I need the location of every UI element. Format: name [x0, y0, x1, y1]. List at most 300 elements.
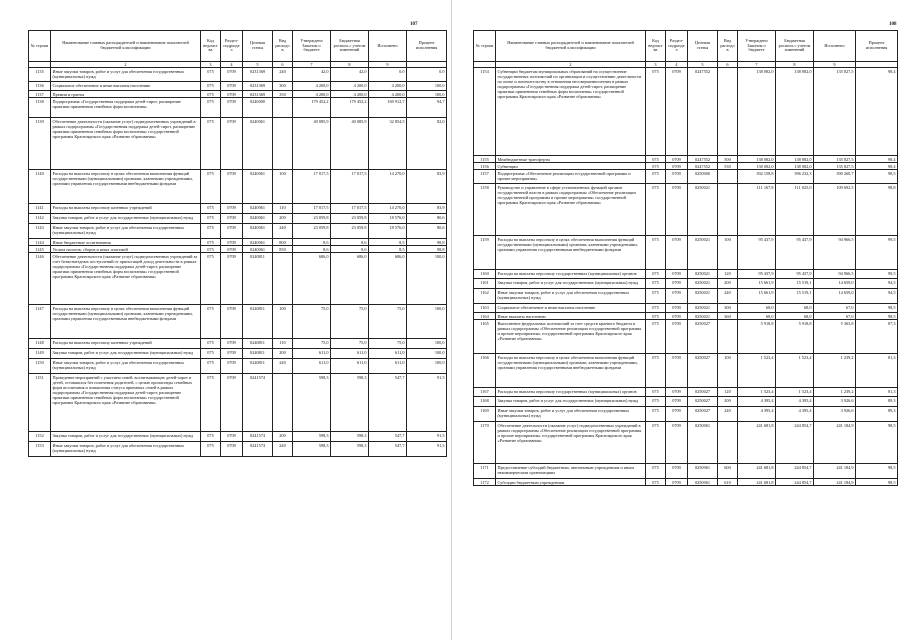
section-code: 0709 — [221, 305, 243, 339]
left-page — [0, 0, 452, 640]
execution-percent: 98,5 — [856, 170, 898, 184]
column-number: 8 — [776, 62, 814, 68]
expense-type: 200 — [718, 397, 738, 407]
expense-type — [718, 68, 738, 156]
executed-amount: 94 966,5 — [814, 270, 856, 279]
row-number: 1145 — [29, 246, 51, 253]
row-number: 1164 — [474, 313, 496, 320]
target-article: 0250021 — [688, 184, 718, 236]
executed-amount: 94 966,5 — [814, 236, 856, 270]
budget-amount: 111 025,0 — [776, 184, 814, 236]
row-name: Расходы на выплаты персоналу в целях обеспечения выполнения функций государственными (муниципальными) органами, казенными учреждениями, органами управления государственными внебюджетными фондами — [496, 236, 646, 270]
expense-type: 120 — [718, 270, 738, 279]
table-row — [474, 270, 898, 279]
execution-percent: 80,6 — [407, 214, 447, 224]
target-article: 0240811 — [243, 339, 273, 349]
table-row — [474, 170, 898, 184]
row-number: 1165 — [474, 320, 496, 354]
execution-percent: 82,0 — [407, 118, 447, 170]
section-code: 0709 — [666, 464, 688, 479]
row-number: 1142 — [29, 214, 51, 224]
target-article: 0250027 — [688, 407, 718, 422]
approved-amount: 138 082,0 — [738, 156, 776, 163]
dept-code: 075 — [201, 170, 221, 204]
executed-amount: 14 270,0 — [369, 170, 407, 204]
column-header: Исполнено — [814, 31, 856, 62]
approved-amount: 241 681,8 — [738, 464, 776, 479]
row-number: 1137 — [29, 91, 51, 98]
section-code: 0709 — [666, 479, 688, 486]
dept-code: 075 — [201, 339, 221, 349]
approved-amount: 611,0 — [293, 359, 331, 374]
target-article: 0241574 — [243, 374, 273, 432]
execution-percent: 98,5 — [856, 464, 898, 479]
section-code: 0709 — [221, 359, 243, 374]
target-article: 0241574 — [243, 432, 273, 442]
table-row — [474, 304, 898, 313]
executed-amount: 109 692,5 — [814, 184, 856, 236]
table-row — [29, 246, 447, 253]
row-number: 1166 — [474, 354, 496, 388]
column-header: Целевая статья — [688, 31, 718, 62]
approved-amount: 15 661,9 — [738, 279, 776, 289]
dept-code: 075 — [201, 239, 221, 246]
execution-percent: 99,5 — [856, 270, 898, 279]
execution-percent: 98,4 — [856, 163, 898, 170]
executed-amount: 135 827,5 — [814, 68, 856, 156]
row-number: 1151 — [29, 374, 51, 432]
executed-amount: 14 659,0 — [814, 289, 856, 304]
dept-code: 075 — [201, 442, 221, 457]
budget-amount: 4 200,0 — [331, 91, 369, 98]
dept-code: 075 — [201, 359, 221, 374]
target-article: 0240811 — [243, 253, 273, 305]
target-article: 0250027 — [688, 397, 718, 407]
execution-percent: 94,5 — [856, 289, 898, 304]
column-header: Раздел-подраздел — [666, 31, 688, 62]
row-number: 1162 — [474, 289, 496, 304]
approved-amount: 598,3 — [293, 374, 331, 432]
target-article: 0250027 — [688, 320, 718, 354]
row-name: Предоставление субсидий бюджетным, автономным учреждениям и иным некоммерческим организациям — [496, 464, 646, 479]
target-article: 0240061 — [243, 170, 273, 204]
section-code: 0709 — [666, 170, 688, 184]
approved-amount: 138 082,0 — [738, 163, 776, 170]
row-name: Субвенции — [496, 163, 646, 170]
page-number: 107 — [410, 22, 418, 27]
row-name: Иные закупки товаров, работ и услуг для обеспечения государственных (муниципальных) нужд — [496, 407, 646, 422]
approved-amount: 1 523,4 — [738, 388, 776, 397]
budget-amount: 1 523,4 — [776, 354, 814, 388]
executed-amount: 390 260,7 — [814, 170, 856, 184]
section-code: 0709 — [666, 407, 688, 422]
table-row — [29, 68, 447, 82]
row-name: Субвенции бюджетам муниципальных образований на осуществление государственных полномочий по организации и осуществлению деятельности по опеке и попечительству в отношении несовершеннолетних в рамках подпрограммы «Государственная поддержка детей-сирот, расширение практики применения семейных форм воспитания» государственной программы Красноярского края «Развитие образования» — [496, 68, 646, 156]
column-number: 4 — [666, 62, 688, 68]
expense-type: 200 — [718, 279, 738, 289]
target-article: 0250021 — [688, 313, 718, 320]
row-name: Закупка товаров, работ и услуг для государственных (муниципальных) нужд — [51, 214, 201, 224]
section-code: 0709 — [221, 246, 243, 253]
target-article: 0240811 — [243, 359, 273, 374]
approved-amount: 95 437,9 — [738, 270, 776, 279]
row-number: 1139 — [29, 118, 51, 170]
table-header-row — [29, 31, 447, 62]
table-row — [474, 68, 898, 156]
approved-amount: 392 158,8 — [738, 170, 776, 184]
table-row — [29, 349, 447, 359]
approved-amount: 241 681,8 — [738, 479, 776, 486]
dept-code: 075 — [201, 68, 221, 82]
row-name: Расходы на выплаты персоналу государственных (муниципальных) органов — [496, 270, 646, 279]
section-code: 0709 — [666, 422, 688, 464]
table-row — [474, 313, 898, 320]
row-number: 1138 — [29, 98, 51, 118]
column-number: 9 — [814, 62, 856, 68]
execution-percent: 81,3 — [856, 388, 898, 397]
section-code: 0709 — [221, 82, 243, 91]
expense-type: 300 — [273, 82, 293, 91]
column-header: Исполнено — [369, 31, 407, 62]
row-name: Закупка товаров, работ и услуг для государственных (муниципальных) нужд — [496, 279, 646, 289]
dept-code: 075 — [646, 236, 666, 270]
budget-amount: 42,0 — [331, 68, 369, 82]
page-number: 108 — [889, 22, 897, 27]
expense-type: 850 — [273, 246, 293, 253]
executed-amount: 1 239,2 — [814, 354, 856, 388]
execution-percent: 81,3 — [856, 354, 898, 388]
approved-amount: 8,6 — [293, 246, 331, 253]
section-code: 0709 — [666, 388, 688, 397]
row-name: Иные закупки товаров, работ и услуг для обеспечения государственных (муниципальных) нужд — [51, 224, 201, 239]
expense-type: 600 — [718, 464, 738, 479]
section-code: 0709 — [221, 253, 243, 305]
row-number: 1156 — [474, 163, 496, 170]
column-number: 8 — [331, 62, 369, 68]
column-header: Процент исполнения — [407, 31, 447, 62]
expense-type: 100 — [273, 170, 293, 204]
expense-type: 240 — [718, 407, 738, 422]
column-header: Вид расходов — [718, 31, 738, 62]
budget-amount: 23 059,8 — [331, 224, 369, 239]
row-name: Иные закупки товаров, работ и услуг для обеспечения государственных (муниципальных) нужд — [51, 359, 201, 374]
row-number: 1148 — [29, 339, 51, 349]
row-number: 1169 — [474, 407, 496, 422]
budget-amount: 138 082,0 — [776, 68, 814, 156]
approved-amount: 8,6 — [293, 239, 331, 246]
target-article: 0240061 — [243, 214, 273, 224]
budget-amount: 179 452,2 — [331, 98, 369, 118]
dept-code: 075 — [646, 354, 666, 388]
execution-percent: 91,5 — [407, 374, 447, 432]
execution-percent: 98,4 — [856, 68, 898, 156]
execution-percent: 99,5 — [856, 236, 898, 270]
column-number: 5 — [243, 62, 273, 68]
executed-amount: 67,0 — [814, 304, 856, 313]
execution-percent: 100,0 — [407, 253, 447, 305]
dept-code: 075 — [646, 320, 666, 354]
target-article: 0250021 — [688, 289, 718, 304]
expense-type: 500 — [718, 156, 738, 163]
table-row — [29, 224, 447, 239]
table-row — [29, 170, 447, 204]
approved-amount: 4 395,4 — [738, 397, 776, 407]
table-row — [29, 253, 447, 305]
table-row — [474, 388, 898, 397]
row-name: Субсидии бюджетным учреждениям — [496, 479, 646, 486]
execution-percent: 89,3 — [856, 407, 898, 422]
budget-amount: 5 918,8 — [776, 320, 814, 354]
column-header: Утверждено Законом о бюджете — [293, 31, 331, 62]
expense-type: 110 — [273, 339, 293, 349]
approved-amount: 23 059,8 — [293, 224, 331, 239]
dept-code: 075 — [646, 270, 666, 279]
expense-type: 100 — [718, 236, 738, 270]
execution-percent: 80,6 — [407, 224, 447, 239]
row-name: Иные выплаты населению — [496, 313, 646, 320]
execution-percent: 91,5 — [407, 442, 447, 457]
table-row — [29, 91, 447, 98]
approved-amount: 40 085,9 — [293, 118, 331, 170]
executed-amount: 8,5 — [369, 246, 407, 253]
execution-percent: 83,9 — [407, 170, 447, 204]
budget-amount: 396 232,3 — [776, 170, 814, 184]
execution-percent: 98,5 — [856, 304, 898, 313]
expense-type — [718, 422, 738, 464]
row-name: Выполнение федеральных полномочий за счет средств краевого бюджета в рамках подпрограммы «Обеспечение реализации государственной программы и прочие мероприятия» государственной программы Красноярского края «Развитие образования» — [496, 320, 646, 354]
dept-code: 075 — [201, 253, 221, 305]
target-article: 0240811 — [243, 349, 273, 359]
expense-type: 200 — [273, 214, 293, 224]
table-row — [29, 432, 447, 442]
execution-percent: 83,9 — [407, 204, 447, 214]
expense-type — [718, 184, 738, 236]
dept-code: 075 — [201, 118, 221, 170]
approved-amount: 4 200,0 — [293, 82, 331, 91]
column-header: Вид расходов — [273, 31, 293, 62]
execution-percent: 0,0 — [407, 68, 447, 82]
column-number: 6 — [718, 62, 738, 68]
row-number: 1140 — [29, 170, 51, 204]
table-row — [474, 479, 898, 486]
budget-amount: 8,6 — [331, 239, 369, 246]
dept-code: 075 — [646, 407, 666, 422]
dept-code: 075 — [646, 388, 666, 397]
row-number: 1172 — [474, 479, 496, 486]
execution-percent: 100,0 — [407, 339, 447, 349]
execution-percent: 100,0 — [407, 82, 447, 91]
row-number: 1168 — [474, 397, 496, 407]
row-number: 1152 — [29, 432, 51, 442]
executed-amount: 547,7 — [369, 432, 407, 442]
executed-amount: 241 184,9 — [814, 422, 856, 464]
budget-amount: 17 017,5 — [331, 204, 369, 214]
row-number: 1171 — [474, 464, 496, 479]
target-article: 0250027 — [688, 388, 718, 397]
target-article: 0247552 — [688, 163, 718, 170]
executed-amount: 241 184,9 — [814, 464, 856, 479]
column-number: 7 — [293, 62, 331, 68]
executed-amount: 32 854,5 — [369, 118, 407, 170]
table-header-row — [474, 31, 898, 62]
budget-amount: 611,0 — [331, 359, 369, 374]
section-code: 0709 — [221, 98, 243, 118]
table-row — [474, 407, 898, 422]
executed-amount: 169 912,7 — [369, 98, 407, 118]
target-article: 0240061 — [243, 239, 273, 246]
dept-code: 075 — [646, 184, 666, 236]
approved-amount: 75,0 — [293, 339, 331, 349]
section-code: 0709 — [221, 118, 243, 170]
execution-percent: 98,8 — [856, 184, 898, 236]
execution-percent: 98,8 — [407, 246, 447, 253]
dept-code: 075 — [201, 204, 221, 214]
table-row — [474, 289, 898, 304]
section-code: 0709 — [666, 397, 688, 407]
table-row — [29, 118, 447, 170]
execution-percent: 89,3 — [856, 397, 898, 407]
section-code: 0709 — [666, 279, 688, 289]
table-row — [29, 359, 447, 374]
expense-type — [273, 118, 293, 170]
expense-type: 240 — [273, 359, 293, 374]
row-name: Премии и гранты — [51, 91, 201, 98]
budget-amount: 138 082,0 — [776, 163, 814, 170]
budget-amount: 15 519,1 — [776, 289, 814, 304]
row-name: Иные закупки товаров, работ и услуг для обеспечения государственных (муниципальных) нужд — [51, 442, 201, 457]
executed-amount: 3 926,6 — [814, 397, 856, 407]
row-name: Социальное обеспечение и иные выплаты населению — [51, 82, 201, 91]
executed-amount: 14 659,0 — [814, 279, 856, 289]
expense-type: 240 — [718, 289, 738, 304]
row-name: Расходы на выплаты персоналу в целях обеспечения выполнения функций государственными (муниципальными) органами, казенными учреждениями, органами управления государственными внебюджетными фондами — [51, 305, 201, 339]
execution-percent: 98,4 — [856, 156, 898, 163]
dept-code: 075 — [201, 214, 221, 224]
row-name: Руководство и управление в сфере установленных функций органов государственной власти в рамках подпрограммы «Обеспечение реализации государственной программы и прочие мероприятия» государственной программы Красноярского края «Развитие образования» — [496, 184, 646, 236]
row-name: Иные закупки товаров, работ и услуг для обеспечения государственных (муниципальных) нужд — [496, 289, 646, 304]
approved-amount: 4 200,0 — [293, 91, 331, 98]
budget-amount: 75,0 — [331, 339, 369, 349]
table-row — [29, 214, 447, 224]
target-article: 0231369 — [243, 82, 273, 91]
approved-amount: 68,0 — [738, 304, 776, 313]
column-number: 2 — [496, 62, 646, 68]
approved-amount: 138 082,0 — [738, 68, 776, 156]
execution-percent: 100,0 — [407, 305, 447, 339]
column-number: 2 — [51, 62, 201, 68]
executed-amount: 18 576,0 — [369, 224, 407, 239]
expense-type — [718, 170, 738, 184]
target-article: 0231369 — [243, 91, 273, 98]
approved-amount: 23 059,8 — [293, 214, 331, 224]
table-row — [474, 464, 898, 479]
budget-amount: 244 854,7 — [776, 422, 814, 464]
table-row — [474, 354, 898, 388]
section-code: 0709 — [666, 354, 688, 388]
table-row — [29, 339, 447, 349]
expense-type — [273, 374, 293, 432]
execution-percent: 98,5 — [856, 479, 898, 486]
section-code: 0709 — [666, 289, 688, 304]
table-row — [474, 279, 898, 289]
dept-code: 075 — [646, 163, 666, 170]
dept-code: 075 — [201, 98, 221, 118]
table-row — [474, 422, 898, 464]
row-name: Подпрограмма «Обеспечение реализации государственной программы и прочие мероприятия» — [496, 170, 646, 184]
expense-type: 360 — [718, 313, 738, 320]
budget-amount: 1 523,4 — [776, 388, 814, 397]
expense-type: 800 — [273, 239, 293, 246]
target-article: 0250000 — [688, 170, 718, 184]
budget-amount: 95 437,9 — [776, 236, 814, 270]
column-header: Наименование главных распорядителей и наименование показателей бюджетной классификации — [51, 31, 201, 62]
table-row — [29, 239, 447, 246]
row-name: Подпрограмма «Государственная поддержка детей-сирот, расширение практики применения семейных форм воспитания» — [51, 98, 201, 118]
executed-amount: 686,0 — [369, 253, 407, 305]
table-row — [29, 82, 447, 91]
expense-type: 200 — [273, 349, 293, 359]
column-number: 5 — [688, 62, 718, 68]
section-code: 0709 — [666, 320, 688, 354]
dept-code: 075 — [201, 224, 221, 239]
executed-amount: 1 239,2 — [814, 388, 856, 397]
row-name: Закупка товаров, работ и услуг для государственных (муниципальных) нужд — [51, 349, 201, 359]
expense-type: 100 — [273, 305, 293, 339]
section-code: 0709 — [221, 204, 243, 214]
column-header: Раздел-подраздел — [221, 31, 243, 62]
section-code: 0709 — [221, 339, 243, 349]
table-row — [29, 442, 447, 457]
budget-amount: 8,6 — [331, 246, 369, 253]
executed-amount: 4 200,0 — [369, 91, 407, 98]
expense-type: 610 — [718, 479, 738, 486]
executed-amount: 5 363,8 — [814, 320, 856, 354]
execution-percent: 94,5 — [856, 279, 898, 289]
target-article: 0250061 — [688, 422, 718, 464]
section-code: 0709 — [221, 349, 243, 359]
row-number: 1144 — [29, 239, 51, 246]
executed-amount: 611,0 — [369, 349, 407, 359]
budget-amount: 40 085,9 — [331, 118, 369, 170]
approved-amount: 5 918,8 — [738, 320, 776, 354]
target-article: 0250061 — [688, 464, 718, 479]
column-number: 3 — [646, 62, 666, 68]
execution-percent: 87,3 — [856, 320, 898, 354]
expense-type: 100 — [718, 354, 738, 388]
column-header: Наименование главных распорядителей и наименование показателей бюджетной классификации — [496, 31, 646, 62]
expense-type: 240 — [273, 442, 293, 457]
budget-amount: 75,0 — [331, 305, 369, 339]
dept-code: 075 — [646, 68, 666, 156]
dept-code: 075 — [646, 313, 666, 320]
approved-amount: 598,3 — [293, 432, 331, 442]
section-code: 0709 — [666, 236, 688, 270]
row-name: Уплата налогов, сборов и иных платежей — [51, 246, 201, 253]
execution-percent: 100,0 — [407, 91, 447, 98]
approved-amount: 1 523,4 — [738, 354, 776, 388]
column-header: Бюджетная роспись с учетом изменений — [331, 31, 369, 62]
approved-amount: 179 452,2 — [293, 98, 331, 118]
dept-code: 075 — [201, 82, 221, 91]
approved-amount: 15 661,9 — [738, 289, 776, 304]
row-name: Иные закупки товаров, работ и услуг для обеспечения государственных (муниципальных) нужд — [51, 68, 201, 82]
budget-amount: 68,0 — [776, 304, 814, 313]
budget-amount: 4 395,4 — [776, 397, 814, 407]
approved-amount: 611,0 — [293, 349, 331, 359]
row-name: Расходы на выплаты персоналу в целях обеспечения выполнения функций государственными (муниципальными) органами, казенными учреждениями, органами управления государственными внебюджетными фондами — [51, 170, 201, 204]
target-article: 0250021 — [688, 304, 718, 313]
section-code: 0709 — [666, 313, 688, 320]
